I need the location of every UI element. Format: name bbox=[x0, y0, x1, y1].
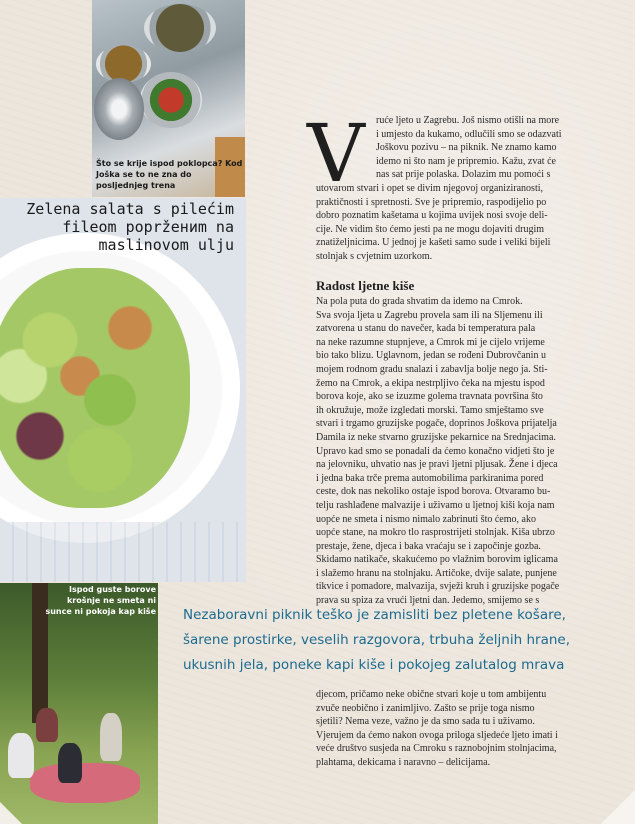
picnic-blanket bbox=[30, 763, 140, 803]
text-line: praktičnosti i spretnosti. Sve je pripremio, raspodijelio po bbox=[316, 196, 547, 208]
text-line: stolnjak s cvjetnim uzorkom. bbox=[316, 250, 433, 262]
pot-lid bbox=[94, 78, 144, 140]
text-line: žemo na Cmrok, a ekipa nestrpljivo čeka na mjestu ispod bbox=[316, 377, 545, 389]
pull-quote-line: ukusnih jela, poneke kapi kiše i pokojeg zalutalog mrava bbox=[183, 657, 565, 673]
text-line: Joškovu pozivu – na piknik. Ne znamo kamo bbox=[376, 142, 557, 154]
intro-paragraph bbox=[316, 114, 569, 264]
picnic-photo bbox=[0, 583, 158, 824]
pull-quote-line: šarene prostirke, veselih razgovora, trbuha željnih hrane, bbox=[183, 632, 570, 648]
page-curl bbox=[601, 790, 635, 824]
person bbox=[100, 713, 122, 761]
text-line: plahtama, dekicama i naravno – delicijama. bbox=[316, 756, 491, 768]
person bbox=[58, 743, 82, 783]
text-line: sjetili? Nema veze, važno je da smo sada tu i uživamo. bbox=[316, 716, 535, 728]
text-line: dobro poznatim kašetama u kojima uvijek nosi svoje deli- bbox=[316, 210, 548, 222]
person bbox=[8, 733, 34, 778]
text-line: na neke razumne stupnjeve, a Cmrok mi je cijelo vrijeme bbox=[316, 336, 545, 348]
body-paragraph bbox=[316, 295, 571, 608]
text-line: ih okružuje, može izgledati morski. Tamo smještamo sve bbox=[316, 404, 544, 416]
recipe-title: Zelena salata s pilećim fileom popržениm na maslinovom ulju bbox=[26, 200, 234, 254]
tablecloth-pattern bbox=[0, 522, 246, 582]
text-line: Vjerujem da ćemo nakon ovoga priloga sljedeće ljeto imati i bbox=[316, 729, 558, 741]
text-line: borova koje, ako se izuzme golema travnata površina što bbox=[316, 391, 543, 403]
text-line: Upravo kad smo se ponadali da ćemo konačno vidjeti što je bbox=[316, 445, 555, 457]
text-line: uopće ne smeta i nismo nimalo zabrinuti što ćemo, ako bbox=[316, 513, 536, 525]
text-line: prava su spiza za vrući ljetni dan. Jedemo, smijemo se s bbox=[316, 595, 540, 607]
text-line: znatiželjnicima. U jednoj je kašeti samo sude i veliki bijeli bbox=[316, 237, 551, 249]
subheading: Radost ljetne kiše bbox=[316, 278, 415, 293]
text-line: Sva svoja ljeta u Zagrebu provela sam ili na Sljemenu ili bbox=[316, 309, 543, 321]
text-line: telju rashlađene malvazije i uživamo u ljetnoj kiši koja nam bbox=[316, 499, 555, 511]
pot-with-vegetables bbox=[144, 4, 216, 52]
text-line: nas sat prije polaska. Dolazim mu pomoći s bbox=[376, 169, 551, 181]
text-line: veće društvo susjeda na Cmroku s raznobojnim stolnjacima, bbox=[316, 743, 557, 755]
text-line: cije. Ne vidim što ćemo jesti pa ne mogu dojaviti drugim bbox=[316, 223, 545, 235]
text-line: ceste, dok nas nekoliko ostaje ispod borova. Otvaramo bu- bbox=[316, 486, 551, 498]
text-line: Damila iz neke stvarno gruzijske pekarnice na Srednjacima. bbox=[316, 431, 556, 443]
pull-quote bbox=[183, 603, 603, 678]
text-line: djecom, pričamo neke obične stvari koje u tom ambijentu bbox=[316, 689, 547, 700]
text-line: i jedna baka trče prema automobilima parkiranima pored bbox=[316, 472, 544, 484]
text-line: bio tako blizu. Uglavnom, jedan se rođeni Dubrovčanin u bbox=[316, 350, 546, 362]
text-line: stvari i trgamo gruzijske pogače, doprinos Joškova prijatelja bbox=[316, 418, 557, 430]
pull-quote-line: Nezaboravni piknik teško je zamisliti bez pletene košare, bbox=[183, 607, 566, 623]
page-curl-left bbox=[0, 802, 22, 824]
text-line: Na pola puta do grada shvatim da idemo na Cmrok. bbox=[316, 296, 523, 307]
drop-cap: V bbox=[307, 107, 365, 200]
text-line: Skidamo natikače, skakućemo po vlažnim borovim iglicama bbox=[316, 554, 558, 566]
salad bbox=[0, 268, 190, 508]
text-line: mojem rodnom gradu snalazi i zabavlja bolje nego ja. Sti- bbox=[316, 363, 548, 375]
text-line: ruće ljeto u Zagrebu. Još nismo otišli na more bbox=[376, 115, 560, 126]
salad-photo bbox=[0, 198, 246, 582]
text-line: na jelovniku, uhvatio nas je pravi ljetni pljusak. Žene i djeca bbox=[316, 459, 558, 471]
photo-caption-picnic: Ispod guste borove krošnje ne smeta ni sunce ni pokoja kap kiše bbox=[45, 585, 156, 616]
pot-with-tomatoes bbox=[140, 72, 202, 128]
text-line: prestaje, žene, djeca i baka vraćaju se i započinje gozba. bbox=[316, 540, 541, 552]
text-line: i umjesto da kukamo, odlučili smo se odazvati bbox=[376, 128, 562, 140]
person bbox=[36, 708, 58, 742]
photo-caption-pots: Što se krije ispod poklopca? Kod Joška se to ne zna do posljednjeg trena bbox=[96, 159, 243, 190]
text-line: tikvice i pomadore, malvazija, svježi kruh i gruzijske pogače bbox=[316, 581, 560, 593]
text-line: idemo ni što nam je pripremio. Kažu, zvat će bbox=[376, 155, 556, 167]
text-line: utovarom stvari i opet se divim njegovoj organiziranosti, bbox=[316, 182, 543, 194]
text-line: uopće stane, na mokro tlo rasprostrijeti stolnjak. Kiša ubrzo bbox=[316, 527, 555, 539]
body-paragraph-end bbox=[316, 688, 571, 770]
text-line: zvuče neobično i zanimljivo. Zašto se prije toga nismo bbox=[316, 702, 535, 714]
pot-with-stew bbox=[96, 45, 151, 83]
text-line: zatvorena u stanu do navečer, kada bi temperatura pala bbox=[316, 323, 536, 335]
text-line: i slažemo hranu na stolnjaku. Artičoke, dvije salate, punjene bbox=[316, 567, 557, 579]
